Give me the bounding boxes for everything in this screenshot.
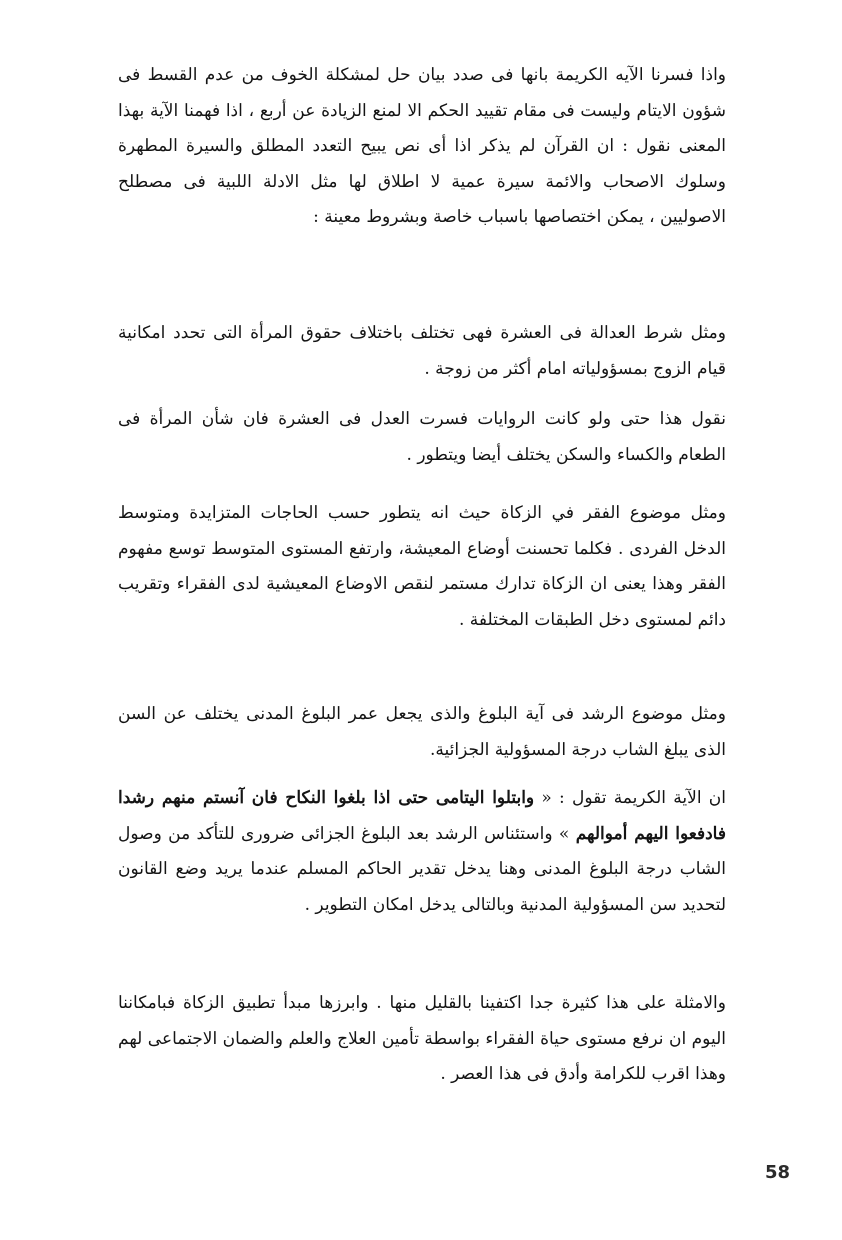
verse-intro: ان الآية الكريمة تقول : « [534,788,726,808]
paragraph-polygamy-interpretation: واذا فسرنا الآيه الكريمة بانها فى صدد بيان حل لمشكلة الخوف من عدم القسط فى شؤون الايتام وليست فى مقام تقييد الحكم الا لمنع الزيادة عن أربع ، اذا فهمنا الآية بهذا المعنى نقول : ان القرآن لم يذكر اذا أى نص يبيح التعدد المطلق والسيرة المطهرة وسلوك الاصحاب والائمة سيرة عمية لا اطلاق لها مثل الادلة اللبية فى مصطلح الاصوليين ، يمكن اختصاصها باسباب خاصة وبشروط معينة : [118,65,726,227]
paragraph-narrations-justice: نقول هذا حتى ولو كانت الروايات فسرت العدل فى العشرة فان شأن المرأة فى الطعام والكساء والسكن يختلف أيضا ويتطور . [118,409,726,465]
page-number: 58 [765,1162,791,1183]
paragraph-quran-verse [118,781,726,923]
paragraph-maturity-age: ومثل موضوع الرشد فى آية البلوغ والذى يجعل عمر البلوغ المدنى يختلف عن السن الذى يبلغ الشاب درجة المسؤولية الجزائية. [118,704,726,760]
verse-commentary: » واستئناس الرشد بعد البلوغ الجزائى ضرورى للتأكد من وصول الشاب درجة البلوغ المدنى وهنا يدخل تقدير الحاكم المسلم عندما يريد وضع القانون لتحديد سن المسؤولية المدنية وبالتالى يدخل امكان التطوير . [118,823,726,915]
verse-quote: وابتلوا اليتامى حتى اذا بلغوا النكاح فان آنستم منهم رشدا فادفعوا اليهم أموالهم [118,788,726,844]
paragraph-poverty-zakat: ومثل موضوع الفقر في الزكاة حيث انه يتطور حسب الحاجات المتزايدة ومتوسط الدخل الفردى . فكلما تحسنت أوضاع المعيشة، وارتفع المستوى المتوسط توسع مفهوم الفقر وهذا يعنى ان الزكاة تدارك مستمر لنقص الاوضاع المعيشية لدى الفقراء وتقريب دائم لمستوى دخل الطبقات المختلفة . [118,503,726,630]
paragraph-justice-condition: ومثل شرط العدالة فى العشرة فهى تختلف باختلاف حقوق المرأة التى تحدد امكانية قيام الزوج بمسؤولياته امام أكثر من زوجة . [118,323,726,379]
paragraph-examples-closing: والامثلة على هذا كثيرة جدا اكتفينا بالقليل منها . وابرزها مبدأ تطبيق الزكاة فبامكاننا اليوم ان نرفع مستوى حياة الفقراء بواسطة تأمين العلاج والعلم والضمان الاجتماعى لهم وهذا اقرب للكرامة وأدق فى هذا العصر . [118,993,726,1084]
